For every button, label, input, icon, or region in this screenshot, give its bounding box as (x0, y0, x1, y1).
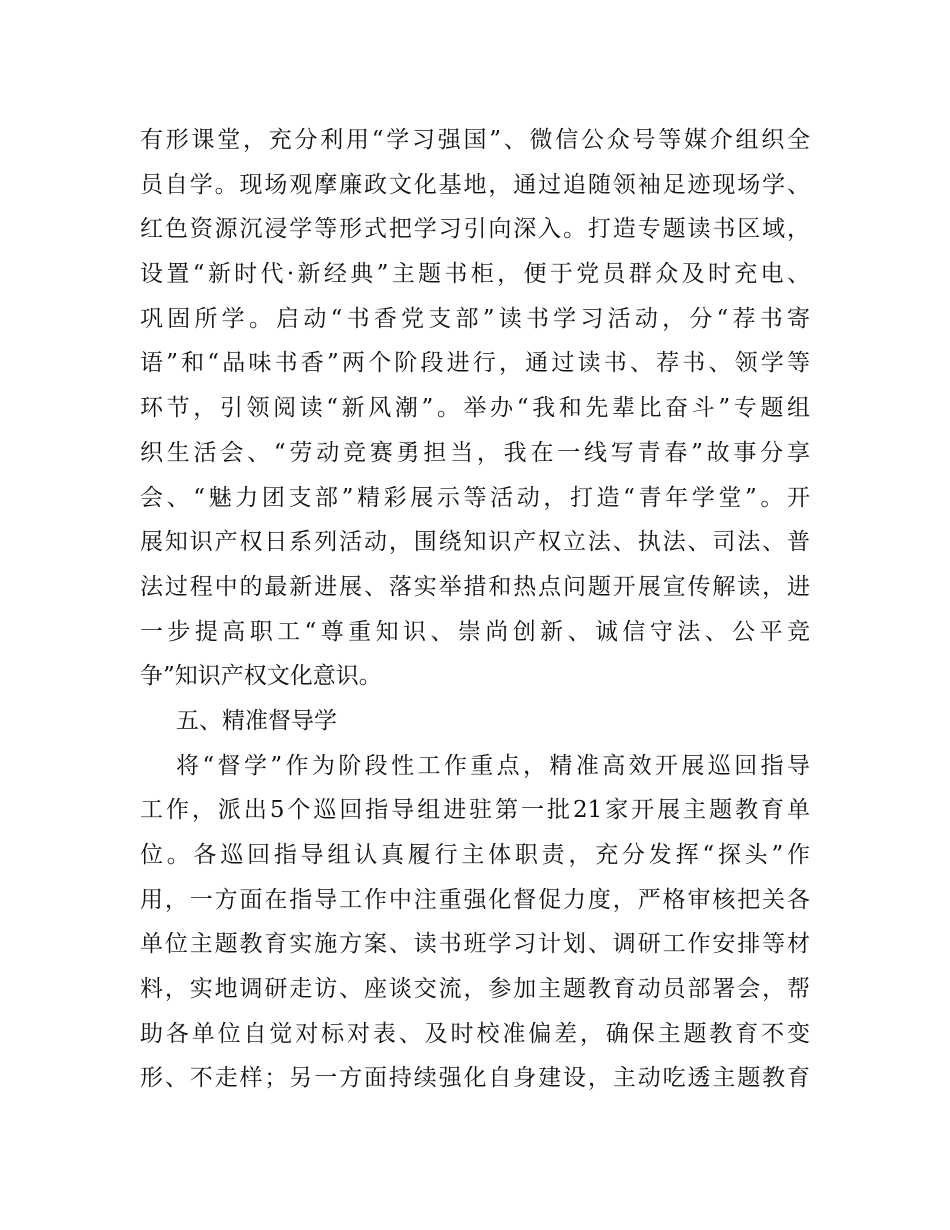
paragraph-line: 语”和“品味书香”两个阶段进行，通过读书、荐书、领学等 (140, 350, 810, 377)
paragraph-line: 会、“魅力团支部”精彩展示等活动，打造“青年学堂”。开 (140, 484, 810, 511)
paragraph-line: 单位主题教育实施方案、读书班学习计划、调研工作安排等材 (140, 931, 810, 958)
paragraph-line: 红色资源沉浸学等形式把学习引向深入。打造专题读书区域， (140, 216, 810, 243)
paragraph-line: 料，实地调研走访、座谈交流，参加主题教育动员部署会，帮 (140, 976, 810, 1003)
paragraph-line: 法过程中的最新进展、落实举措和热点问题开展宣传解读，进 (140, 573, 810, 600)
paragraph-line: 织生活会、“劳动竞赛勇担当，我在一线写青春”故事分享 (140, 439, 810, 466)
paragraph-1 (140, 118, 810, 699)
paragraph-line: 助各单位自觉对标对表、及时校准偏差，确保主题教育不变 (140, 1020, 810, 1047)
paragraph-line: 一步提高职工“尊重知识、崇尚创新、诚信守法、公平竞 (140, 618, 810, 645)
paragraph-line: 设置“新时代·新经典”主题书柜，便于党员群众及时充电、 (140, 261, 810, 288)
paragraph-line: 展知识产权日系列活动，围绕知识产权立法、执法、司法、普 (140, 529, 810, 556)
paragraph-line: 巩固所学。启动“书香党支部”读书学习活动，分“荐书寄 (140, 305, 810, 332)
paragraph-line: 争”知识产权文化意识。 (140, 663, 382, 690)
paragraph-line: 用，一方面在指导工作中注重强化督促力度，严格审核把关各 (140, 886, 810, 913)
paragraph-line: 环节，引领阅读“新风潮”。举办“我和先辈比奋斗”专题组 (140, 395, 810, 422)
paragraph-line: 有形课堂，充分利用“学习强国”、微信公众号等媒介组织全 (140, 127, 810, 153)
document-body (140, 118, 810, 1101)
paragraph-line: 将“督学”作为阶段性工作重点，精准高效开展巡回指导 (176, 752, 810, 779)
section-heading: 五、精准督导学 (176, 707, 337, 734)
paragraph-2 (140, 744, 810, 1102)
paragraph-line: 员自学。现场观摩廉政文化基地，通过追随领袖足迹现场学、 (140, 171, 810, 198)
paragraph-line: 工作，派出5个巡回指导组进驻第一批21家开展主题教育单 (140, 797, 810, 824)
paragraph-line: 形、不走样；另一方面持续强化自身建设，主动吃透主题教育 (140, 1065, 810, 1092)
paragraph-line: 位。各巡回指导组认真履行主体职责，充分发挥“探头”作 (140, 842, 810, 868)
